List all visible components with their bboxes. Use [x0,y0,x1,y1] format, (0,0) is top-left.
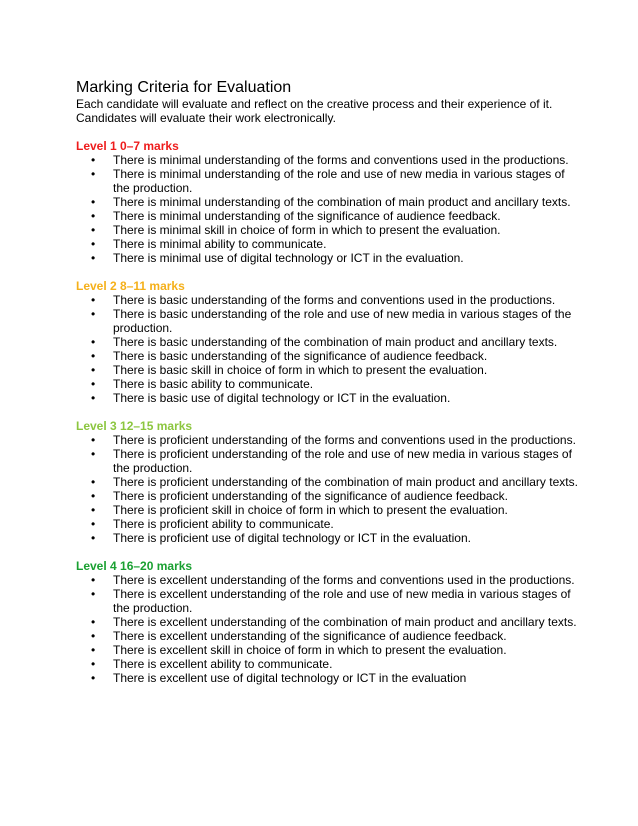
bullet-icon: • [91,363,96,377]
list-item-text: There is minimal use of digital technology or ICT in the evaluation. [113,251,464,265]
bullet-icon: • [91,153,96,167]
list-item [76,447,578,475]
list-item [76,153,578,167]
list-item-text: There is proficient use of digital technology or ICT in the evaluation. [113,531,471,545]
list-item [76,195,578,209]
level-3-criteria-list [76,433,578,545]
list-item-text: There is proficient understanding of the role and use of new media in various stages of the production. [113,447,572,475]
bullet-icon: • [91,251,96,265]
list-item-text: There is minimal skill in choice of form in which to present the evaluation. [113,223,501,237]
list-item [76,629,578,643]
bullet-icon: • [91,293,96,307]
bullet-icon: • [91,447,96,461]
list-item [76,335,578,349]
list-item-text: There is basic use of digital technology or ICT in the evaluation. [113,391,451,405]
list-item-text: There is excellent understanding of the combination of main product and ancillary texts. [113,615,577,629]
list-item-text: There is basic understanding of the forms and conventions used in the productions. [113,293,556,307]
bullet-icon: • [91,433,96,447]
list-item [76,167,578,195]
list-item-text: There is minimal understanding of the significance of audience feedback. [113,209,501,223]
list-item-text: There is excellent skill in choice of form in which to present the evaluation. [113,643,507,657]
bullet-icon: • [91,657,96,671]
list-item [76,531,578,545]
list-item-text: There is basic understanding of the role and use of new media in various stages of the production. [113,307,572,335]
list-item-text: There is proficient skill in choice of form in which to present the evaluation. [113,503,508,517]
bullet-icon: • [91,587,96,601]
list-item [76,307,578,335]
level-3-heading: Level 3 12–15 marks [76,419,193,433]
bullet-icon: • [91,195,96,209]
list-item-text: There is proficient understanding of the significance of audience feedback. [113,489,508,503]
list-item-text: There is minimal understanding of the forms and conventions used in the productions. [113,153,569,167]
list-item-text: There is basic understanding of the significance of audience feedback. [113,349,488,363]
list-item [76,223,578,237]
level-2-heading: Level 2 8–11 marks [76,279,185,293]
list-item [76,209,578,223]
bullet-icon: • [91,671,96,685]
list-item [76,615,578,629]
list-item-text: There is minimal understanding of the combination of main product and ancillary texts. [113,195,571,209]
list-item [76,363,578,377]
list-item [76,503,578,517]
bullet-icon: • [91,615,96,629]
bullet-icon: • [91,503,96,517]
level-4-criteria-list [76,573,578,685]
intro-line-1: Each candidate will evaluate and reflect on the creative process and their experience of it. [76,97,553,111]
level-1-criteria-list [76,153,578,265]
bullet-icon: • [91,391,96,405]
bullet-icon: • [91,307,96,321]
bullet-icon: • [91,489,96,503]
bullet-icon: • [91,475,96,489]
list-item [76,587,578,615]
list-item [76,293,578,307]
list-item [76,671,578,685]
list-item [76,251,578,265]
list-item [76,643,578,657]
list-item-text: There is basic understanding of the combination of main product and ancillary texts. [113,335,558,349]
page-title: Marking Criteria for Evaluation [76,79,292,96]
list-item-text: There is basic ability to communicate. [113,377,314,391]
list-item-text: There is proficient understanding of the combination of main product and ancillary texts. [113,475,578,489]
bullet-icon: • [91,643,96,657]
level-1-heading: Level 1 0–7 marks [76,139,179,153]
list-item [76,237,578,251]
bullet-icon: • [91,629,96,643]
list-item-text: There is excellent understanding of the significance of audience feedback. [113,629,507,643]
list-item-text: There is excellent ability to communicate. [113,657,333,671]
list-item [76,391,578,405]
bullet-icon: • [91,209,96,223]
list-item-text: There is excellent understanding of the role and use of new media in various stages of the production. [113,587,571,615]
bullet-icon: • [91,531,96,545]
list-item [76,377,578,391]
list-item-text: There is proficient understanding of the forms and conventions used in the productions. [113,433,576,447]
bullet-icon: • [91,573,96,587]
bullet-icon: • [91,517,96,531]
list-item [76,489,578,503]
bullet-icon: • [91,377,96,391]
bullet-icon: • [91,223,96,237]
list-item [76,517,578,531]
list-item-text: There is excellent use of digital technology or ICT in the evaluation [113,671,467,685]
intro-line-2: Candidates will evaluate their work electronically. [76,111,336,125]
bullet-icon: • [91,237,96,251]
list-item [76,475,578,489]
list-item-text: There is basic skill in choice of form in which to present the evaluation. [113,363,488,377]
level-4-heading: Level 4 16–20 marks [76,559,193,573]
bullet-icon: • [91,349,96,363]
list-item-text: There is minimal ability to communicate. [113,237,327,251]
list-item [76,573,578,587]
level-2-criteria-list [76,293,578,405]
list-item [76,433,578,447]
list-item-text: There is excellent understanding of the forms and conventions used in the productions. [113,573,575,587]
list-item [76,657,578,671]
list-item-text: There is minimal understanding of the role and use of new media in various stages of the production. [113,167,565,195]
bullet-icon: • [91,167,96,181]
list-item-text: There is proficient ability to communicate. [113,517,334,531]
list-item [76,349,578,363]
bullet-icon: • [91,335,96,349]
